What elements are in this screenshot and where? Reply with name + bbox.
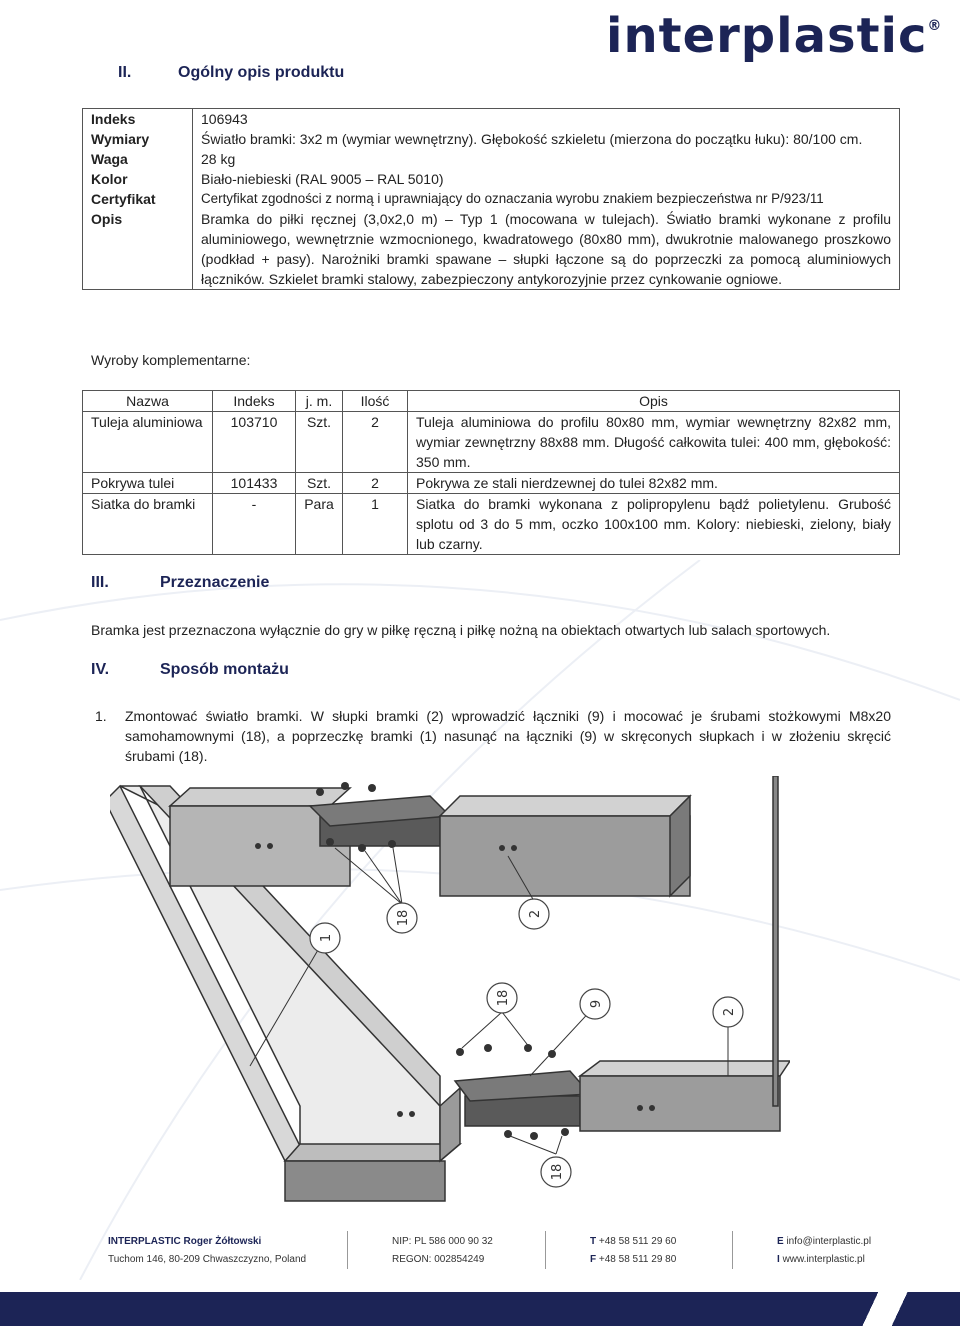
table-row [83, 494, 900, 555]
cell-index: - [213, 494, 296, 555]
spec-value: Biało-niebieski (RAL 9005 – RAL 5010) [201, 171, 444, 187]
spec-row [83, 109, 900, 130]
spec-row [83, 209, 900, 290]
spec-value: Certyfikat zgodności z normą i uprawniający do oznaczania wyrobu znakiem bezpieczeństwa nr P/923/11 [201, 191, 824, 206]
section-number: II. [118, 64, 132, 81]
callout-label: 2 [528, 909, 543, 919]
complementary-products-table [82, 390, 900, 555]
phone-label: T [590, 1236, 597, 1247]
table-row [83, 473, 900, 494]
section-title: Przeznaczenie [160, 574, 270, 591]
callout-label: 1 [319, 933, 334, 943]
spec-key: Certyfikat [83, 189, 193, 209]
footer-registration-block [392, 1233, 493, 1269]
interplastic-logo: interplastic® [606, 8, 943, 64]
callout-label: 18 [550, 1163, 565, 1181]
cell-qty: 2 [343, 412, 408, 473]
column-header: Indeks [213, 391, 296, 412]
callout-label: 9 [589, 999, 604, 1009]
spec-value: Światło bramki: 3x2 m (wymiar wewnętrzny). Głębokość szkieletu (mierzona do początku łuku): 80/100 cm. [201, 131, 863, 147]
column-header: Nazwa [126, 393, 169, 409]
footer-company: INTERPLASTIC Roger Żółtowski [108, 1236, 262, 1247]
section-number: IV. [91, 661, 110, 678]
footer-contact-block [777, 1233, 871, 1269]
spec-value: 106943 [201, 111, 248, 127]
table-row [83, 412, 900, 473]
callout-label: 2 [722, 1007, 737, 1017]
footer-regon: REGON: 002854249 [392, 1254, 485, 1265]
cell-qty: 2 [343, 473, 408, 494]
spec-row [83, 149, 900, 169]
footer-phone-block [590, 1233, 676, 1269]
spec-key: Waga [83, 149, 193, 169]
cell-desc: Pokrywa ze stali nierdzewnej do tulei 82x82 mm. [408, 473, 900, 494]
cell-name: Tuleja aluminiowa [83, 412, 213, 473]
footer-divider [347, 1231, 348, 1269]
cell-index: 103710 [213, 412, 296, 473]
spec-row [83, 169, 900, 189]
footer-nip: NIP: PL 586 000 90 32 [392, 1236, 493, 1247]
spec-key: Indeks [83, 109, 193, 130]
spec-key: Kolor [83, 169, 193, 189]
footer-email[interactable]: info@interplastic.pl [786, 1236, 872, 1247]
cell-name: Pokrywa tulei [83, 473, 213, 494]
cell-unit: Para [296, 494, 343, 555]
cell-name: Siatka do bramki [83, 494, 213, 555]
footer-phone: +48 58 511 29 60 [598, 1236, 677, 1247]
cell-qty: 1 [343, 494, 408, 555]
fax-label: F [590, 1254, 597, 1265]
spec-value: 28 kg [201, 151, 236, 167]
section-number: III. [91, 574, 109, 591]
spec-key: Wymiary [83, 129, 193, 149]
footer-company-block [108, 1233, 306, 1269]
section-title: Sposób montażu [160, 661, 289, 678]
callout-label: 18 [496, 989, 511, 1007]
assembly-step-text: Zmontować światło bramki. W słupki bramki (2) wprowadzić łączniki (9) i mocować je śrubami stożkowymi M8x20 samohamownymi (18), a poprzeczkę bramki (1) nasunąć na łączniki (9) w skręconych słupkach i w złożeniu skręcić śrubami (18). [125, 708, 891, 764]
table-header-row [83, 391, 900, 412]
spec-key: Opis [83, 209, 193, 290]
section-title: Ogólny opis produktu [178, 64, 345, 81]
callout-label: 18 [396, 909, 411, 927]
complementary-label: Wyroby komplementarne: [91, 352, 251, 368]
assembly-diagram [110, 776, 790, 1206]
footer-divider [732, 1231, 733, 1269]
list-number: 1. [95, 708, 107, 724]
product-spec-table [82, 108, 900, 290]
footer-bar [0, 1292, 960, 1326]
cell-unit: Szt. [296, 473, 343, 494]
footer-fax: +48 58 511 29 80 [598, 1254, 677, 1265]
spec-row [83, 189, 900, 209]
email-label: E [777, 1236, 784, 1247]
column-header: Ilość [343, 391, 408, 412]
footer-website[interactable]: www.interplastic.pl [782, 1254, 865, 1265]
www-label: I [777, 1254, 780, 1265]
cell-desc: Tuleja aluminiowa do profilu 80x80 mm, wymiar wewnętrzny 82x82 mm, wymiar zewnętrzny 88x88 mm. Długość całkowita tulei: 400 mm, głębokość: 350 mm. [408, 412, 900, 473]
cell-index: 101433 [213, 473, 296, 494]
column-header: j. m. [296, 391, 343, 412]
spec-row [83, 129, 900, 149]
footer-divider [545, 1231, 546, 1269]
cell-desc: Siatka do bramki wykonana z polipropylenu bądź polietylenu. Grubość splotu od 3 do 5 mm, oczko 100x100 mm. Kolory: niebieski, zielony, biały lub czarny. [408, 494, 900, 555]
footer-address: Tuchom 146, 80-209 Chwaszczyzno, Poland [108, 1254, 307, 1265]
spec-value: Bramka do piłki ręcznej (3,0x2,0 m) – Typ 1 (mocowana w tulejach). Światło bramki wykonane z profilu aluminiowego, wewnętrznie wzmocnionego, kwadratowego (80x80 mm), dwukrotnie malowanego proszkowo (podkład + pasy). Narożniki bramki spawane – słupki łączone są do poprzeczki za pomocą aluminiowych łączników. Szkielet bramki stalowy, zabezpieczony antykorozyjnie przez cynkowanie ogniowe. [201, 211, 891, 287]
purpose-text: Bramka jest przeznaczona wyłącznie do gry w piłkę ręczną i piłkę nożną na obiektach otwartych lub salach sportowych. [91, 622, 831, 638]
column-header: Opis [408, 391, 900, 412]
cell-unit: Szt. [296, 412, 343, 473]
